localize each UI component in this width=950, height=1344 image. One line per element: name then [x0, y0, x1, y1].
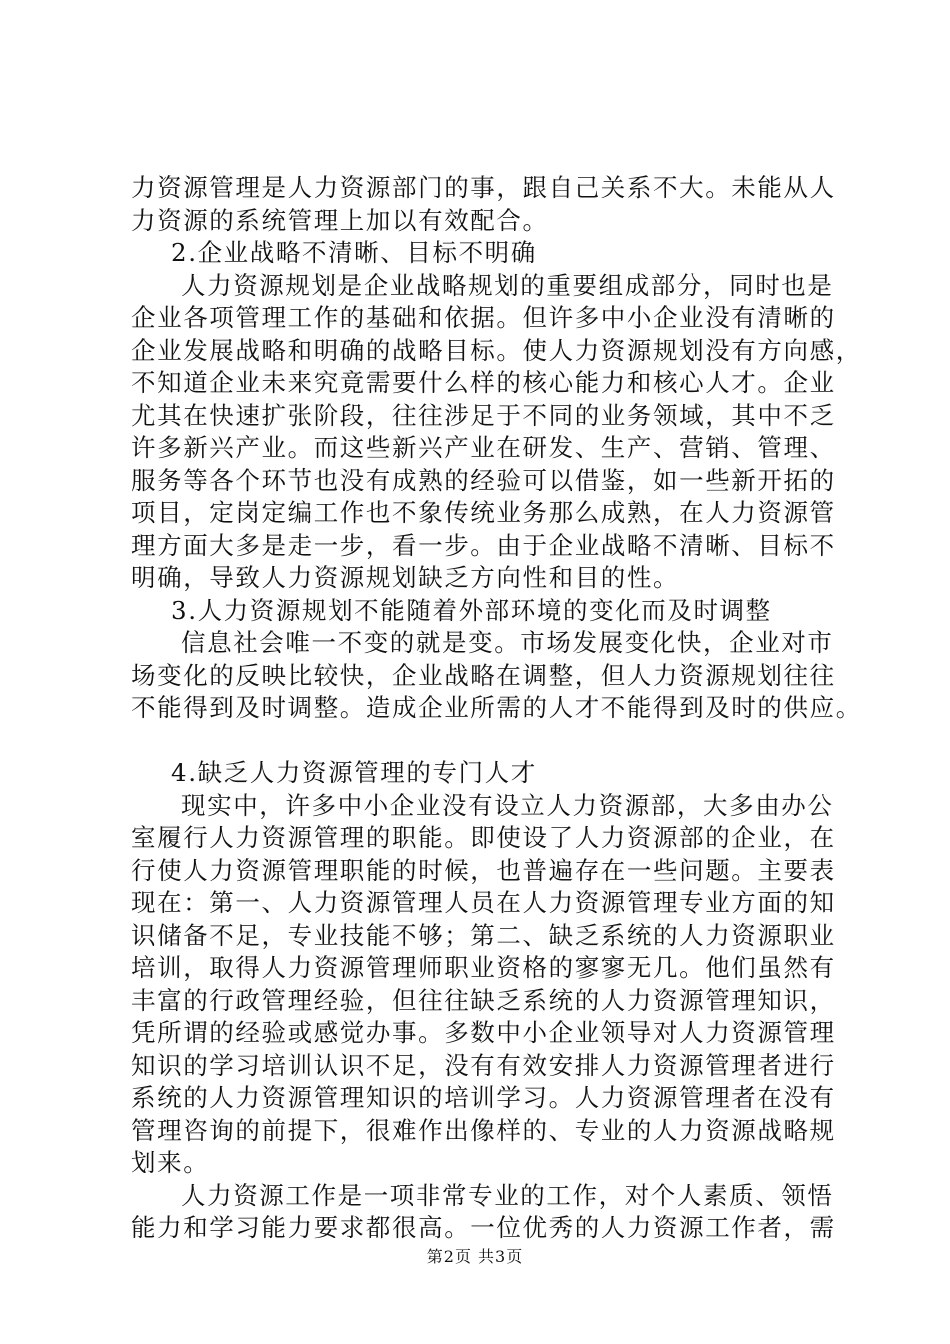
section-heading: 2.企业战略不清晰、目标不明确 [171, 238, 537, 267]
text-line: 丰富的行政管理经验，但往往缺乏系统的人力资源管理知识， [131, 985, 836, 1015]
text-line: 企业各项管理工作的基础和依据。但许多中小企业没有清晰的 [131, 303, 836, 332]
text-line: 划来。 [131, 1148, 210, 1177]
text-line: 管理咨询的前提下，很难作出像样的、专业的人力资源战略规 [131, 1115, 836, 1145]
text-line: 力资源的系统管理上加以有效配合。 [131, 205, 549, 235]
text-line: 凭所谓的经验或感觉办事。多数中小企业领导对人力资源管理 [131, 1018, 836, 1047]
text-line: 信息社会唯一不变的就是变。市场发展变化快，企业对市 [181, 628, 834, 657]
text-line: 不知道企业未来究竟需要什么样的核心能力和核心人才。企业 [131, 368, 836, 397]
text-line: 许多新兴产业。而这些新兴产业在研发、生产、营销、管理、 [131, 433, 836, 462]
text-line: 人力资源工作是一项非常专业的工作，对个人素质、领悟 [181, 1180, 834, 1210]
text-line: 知识的学习培训认识不足，没有有效安排人力资源管理者进行 [131, 1050, 836, 1080]
text-line: 行使人力资源管理职能的时候，也普遍存在一些问题。主要表 [131, 855, 836, 885]
text-line: 培训，取得人力资源管理师职业资格的寥寥无几。他们虽然有 [131, 953, 836, 982]
text-line: 识储备不足，专业技能不够；第二、缺乏系统的人力资源职业 [131, 920, 836, 950]
text-line: 项目，定岗定编工作也不象传统业务那么成熟，在人力资源管 [131, 498, 836, 527]
text-line: 明确，导致人力资源规划缺乏方向性和目的性。 [131, 563, 680, 592]
text-line: 企业发展战略和明确的战略目标。使人力资源规划没有方向感， [131, 335, 862, 365]
text-line: 不能得到及时调整。造成企业所需的人才不能得到及时的供应。 [131, 693, 862, 722]
text-line: 力资源管理是人力资源部门的事，跟自己关系不大。未能从人 [131, 173, 836, 202]
page-footer: 第2页 共3页 [426, 1247, 524, 1266]
text-line: 系统的人力资源管理知识的培训学习。人力资源管理者在没有 [131, 1083, 836, 1112]
text-line: 能力和学习能力要求都很高。一位优秀的人力资源工作者，需 [131, 1213, 836, 1242]
text-line: 人力资源规划是企业战略规划的重要组成部分，同时也是 [181, 270, 834, 300]
section-heading: 4.缺乏人力资源管理的专门人才 [171, 758, 537, 787]
paragraph-gap [131, 725, 831, 758]
text-line: 现在：第一、人力资源管理人员在人力资源管理专业方面的知 [131, 888, 836, 917]
text-line: 理方面大多是走一步，看一步。由于企业战略不清晰、目标不 [131, 530, 836, 560]
text-line: 室履行人力资源管理的职能。即使设了人力资源部的企业，在 [131, 823, 836, 852]
section-heading: 3.人力资源规划不能随着外部环境的变化而及时调整 [171, 595, 772, 625]
text-line: 现实中，许多中小企业没有设立人力资源部，大多由办公 [181, 790, 834, 820]
text-line: 场变化的反映比较快，企业战略在调整，但人力资源规划往往 [131, 660, 836, 690]
document-body [131, 172, 862, 1245]
text-line: 尤其在快速扩张阶段，往往涉足于不同的业务领域，其中不乏 [131, 400, 836, 430]
text-line: 服务等各个环节也没有成熟的经验可以借鉴，如一些新开拓的 [131, 465, 836, 495]
